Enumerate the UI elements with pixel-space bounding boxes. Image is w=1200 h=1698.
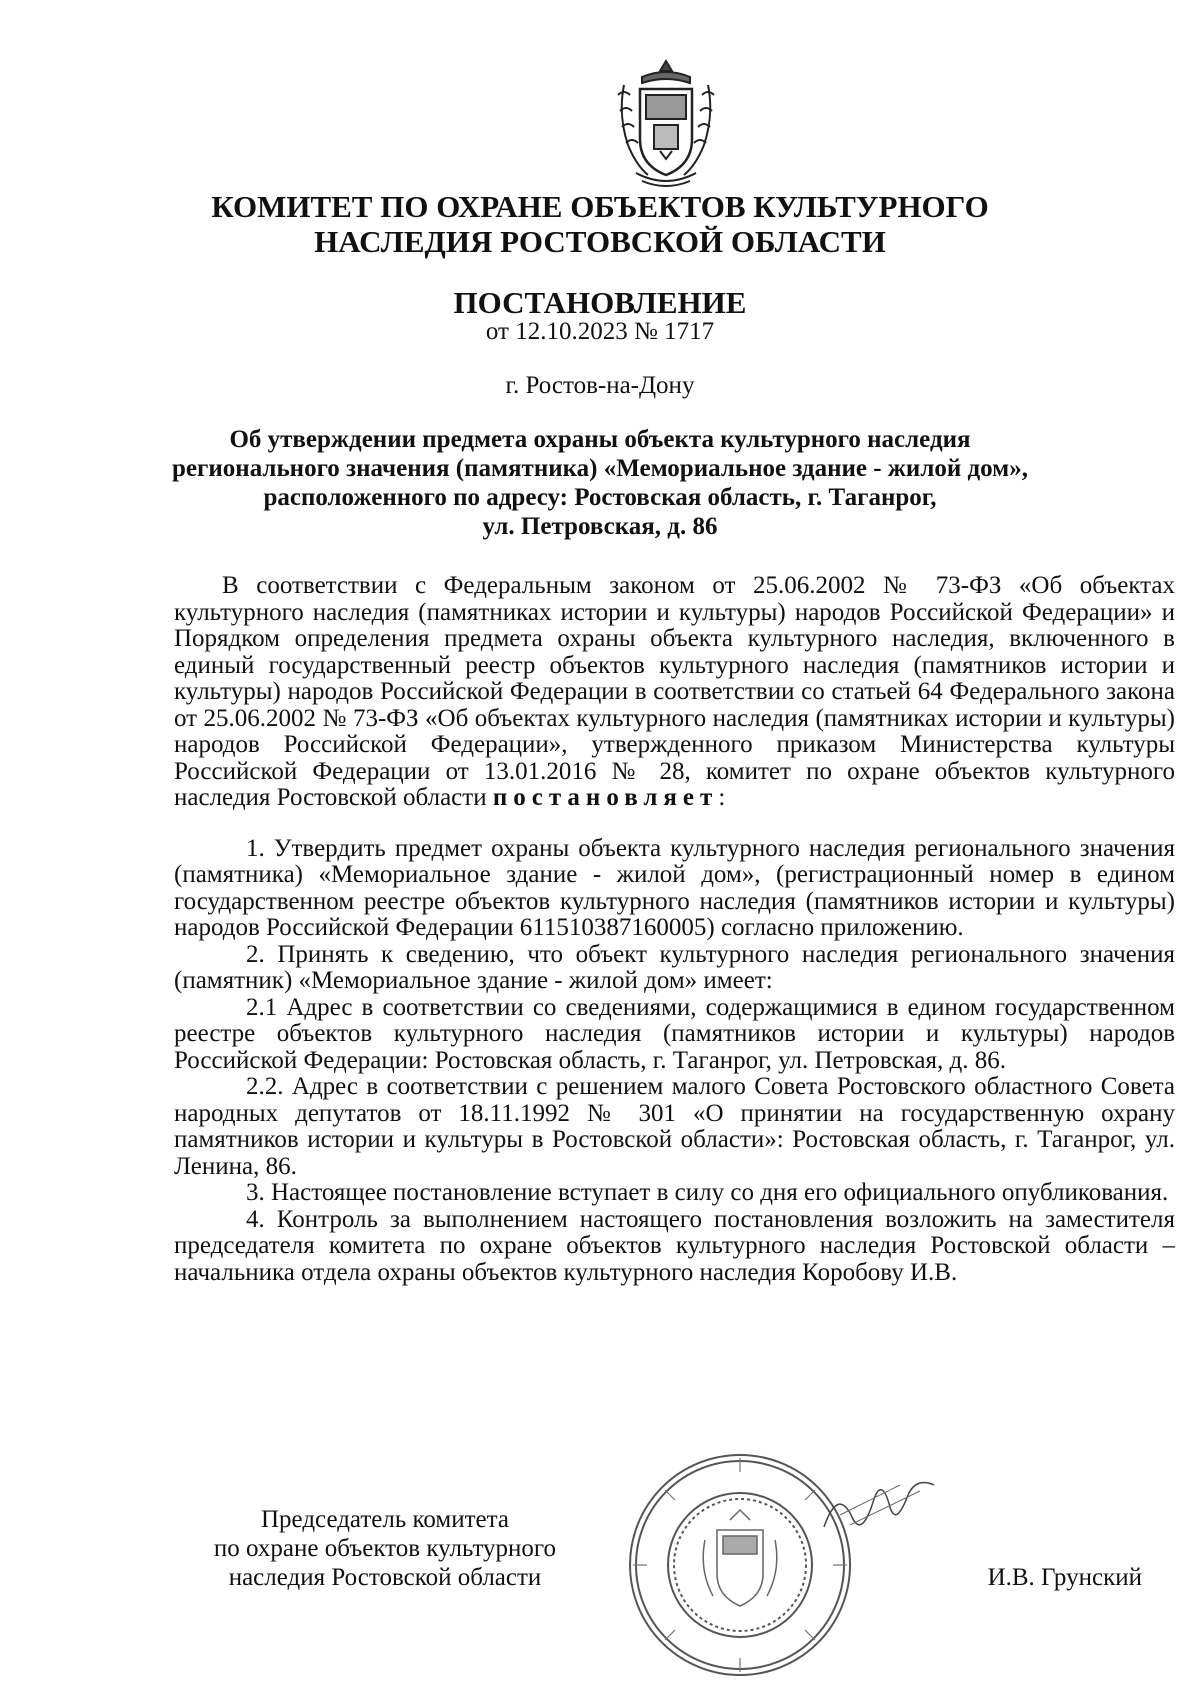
document-subject — [150, 425, 1050, 541]
organization-name-line1: КОМИТЕТ ПО ОХРАНЕ ОБЪЕКТОВ КУЛЬТУРНОГО — [211, 189, 989, 224]
signatory-name: И.В. Грунский — [987, 1564, 1142, 1591]
subject-line: регионального значения (памятника) «Мемориальное здание - жилой дом», — [172, 455, 1028, 482]
document-city: г. Ростов-на-Дону — [505, 372, 695, 399]
coat-of-arms-icon — [612, 55, 720, 195]
subject-line: Об утверждении предмета охраны объекта культурного наследия — [229, 426, 971, 453]
preamble-paragraph — [174, 573, 1175, 812]
document-body — [174, 573, 1175, 1286]
subject-line: ул. Петровская, д. 86 — [482, 513, 718, 540]
preamble-colon: : — [718, 784, 726, 811]
signatory-position-line: наследия Ростовской области — [228, 1564, 542, 1591]
signatory-position-line: Председатель комитета — [261, 1506, 509, 1533]
organization-name-line2: НАСЛЕДИЯ РОСТОВСКОЙ ОБЛАСТИ — [314, 224, 886, 259]
preamble-text: В соответствии с Федеральным законом от 25.06.2002 № 73-ФЗ «Об объектах культурного наследия (памятниках истории и культуры) народов Российской Федерации» и Порядком определения предмета охраны объекта культурного наследия, включенного в единый государственный реестр объектов культурного наследия (памятников истории и культуры) народов Российской Федерации в соответствии со статьей 64 Федерального закона от 25.06.2002 № 73-ФЗ «Об объектах культурного наследия (памятниках истории и культуры) народов Российской Федерации», утвержденного приказом Министерства культуры Российской Федерации от 13.01.2016 № 28, комитет по охране объектов культурного наследия Ростовской области — [174, 572, 1175, 811]
clause-3: 3. Настоящее постановление вступает в силу со дня его официального опубликования. — [246, 1179, 1169, 1206]
clause-4: 4. Контроль за выполнением настоящего постановления возложить на заместителя председателя комитета по охране объектов культурного наследия Ростовской области – начальника отдела охраны объектов культурного наследия Коробову И.В. — [174, 1205, 1175, 1286]
clause-2-1: 2.1 Адрес в соответствии со сведениями, содержащимися в едином государственном реестре объектов культурного наследия (памятников истории и культуры) народов Российской Федерации: Ростовская область, г. Таганрог, ул. Петровская, д. 86. — [174, 993, 1175, 1074]
document-date-number: от 12.10.2023 № 1717 — [485, 318, 715, 345]
clause-2: 2. Принять к сведению, что объект культурного наследия регионального значения (памятник) «Мемориальное здание - жилой дом» имеет: — [174, 940, 1175, 994]
handwritten-signature — [820, 1475, 940, 1545]
subject-line: расположенного по адресу: Ростовская область, г. Таганрог, — [263, 484, 937, 511]
signatory-position — [150, 1505, 620, 1592]
resolve-word: постановляет — [492, 784, 719, 811]
clause-1: 1. Утвердить предмет охраны объекта культурного наследия регионального значения (памятника) «Мемориальное здание - жилой дом», (регистрационный номер в едином государственном реестре объектов культурного наследия (памятников истории и культуры) народов Российской Федерации 611510387160005) согласно приложению. — [174, 834, 1175, 941]
signatory-position-line: по охране объектов культурного — [213, 1535, 557, 1562]
document-type: ПОСТАНОВЛЕНИЕ — [453, 285, 747, 320]
clause-2-2: 2.2. Адрес в соответствии с решением малого Совета Ростовского областного Совета народных депутатов от 18.11.1992 № 301 «О принятии на государственную охрану памятников истории и культуры в Ростовской области»: Ростовская область, г. Таганрог, ул. Ленина, 86. — [174, 1073, 1175, 1180]
